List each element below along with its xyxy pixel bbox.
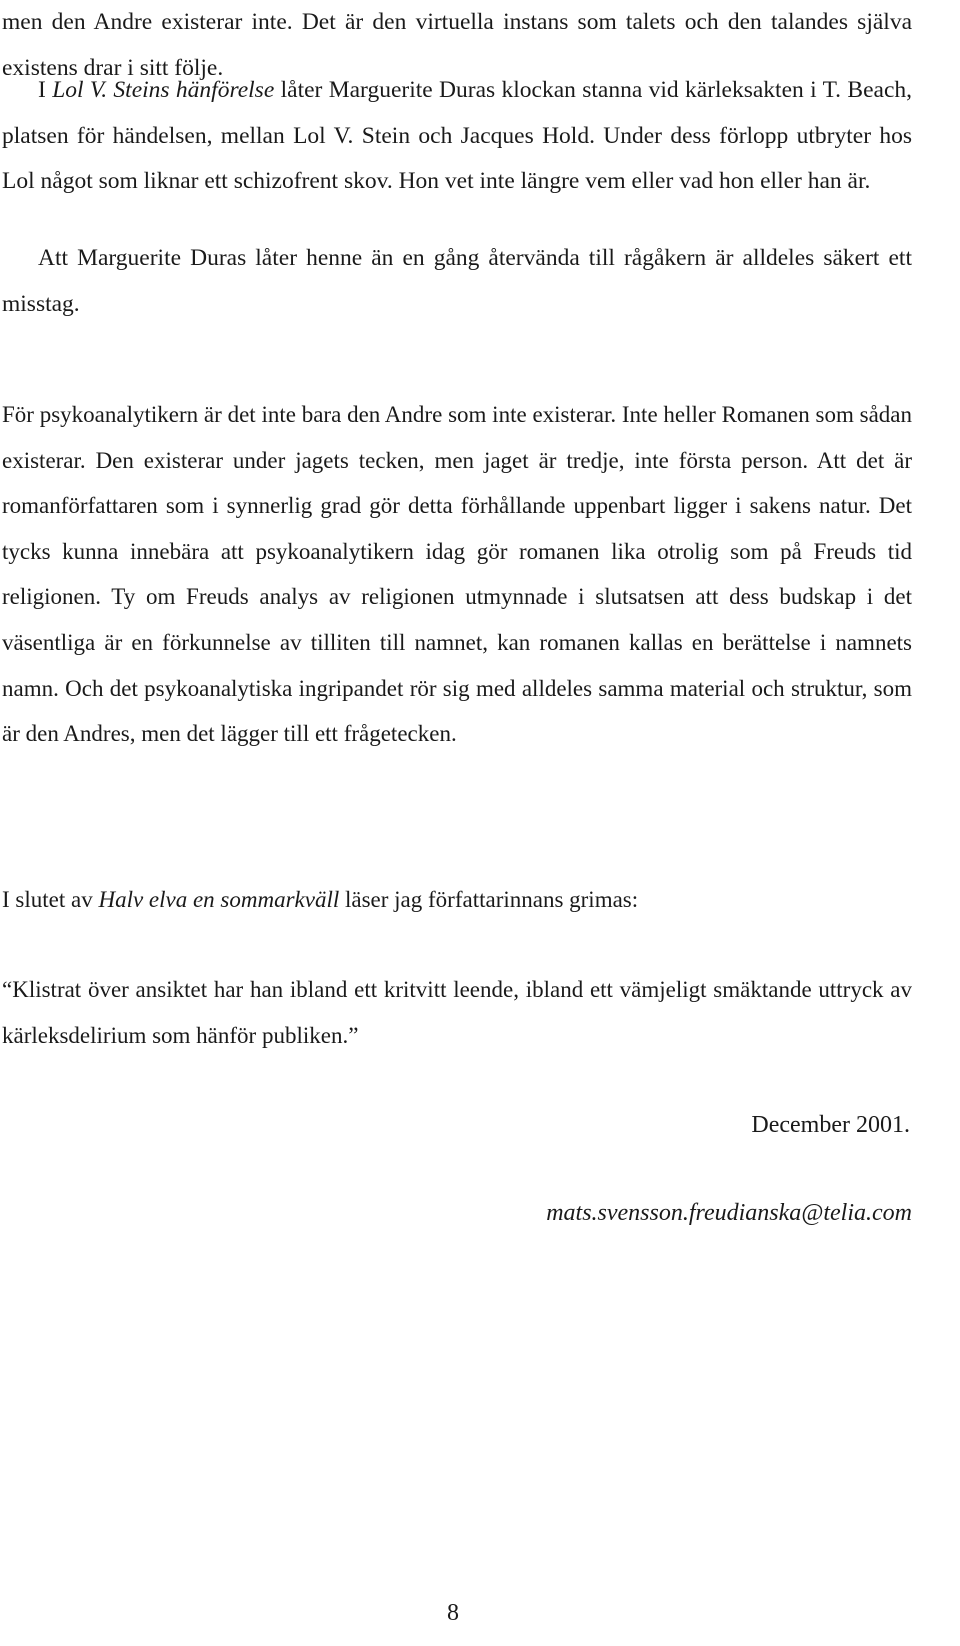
paragraph-prefix: I <box>38 77 53 103</box>
author-email: mats.svensson.freudianska@telia.com <box>546 1200 912 1226</box>
book-title: Halv elva en sommarkväll <box>98 887 340 912</box>
page-number: 8 <box>447 1600 459 1626</box>
quotation: “Klistrat över ansiktet har han ibland ett kritvitt leende, ibland ett vämjeligt smäktande uttryck av kärleksdelirium som hänför publiken.” <box>2 977 912 1048</box>
paragraph-text: läser jag författarinnans grimas: <box>339 887 639 912</box>
paragraph-ragakern: Att Marguerite Duras låter henne än en gång återvända till rågåkern är alldeles säkert ett misstag. <box>2 245 912 317</box>
book-title: Lol V. Steins hänförelse <box>52 77 275 103</box>
paragraph-halv-elva <box>2 877 912 923</box>
paragraph-text: låter Marguerite Duras klockan stanna vid kärleksakten i T. Beach, platsen för händelsen, mellan Lol V. Stein och Jacques Hold. Under dess förlopp utbryter hos Lol något som liknar ett schizofrent skov. Hon vet inte längre vem eller vad hon eller han är. <box>2 77 912 194</box>
paragraph-lol-v-stein <box>2 68 912 205</box>
paragraph-psykoanalytikern: För psykoanalytikern är det inte bara den Andre som inte existerar. Inte heller Romanen som sådan existerar. Den existerar under jagets tecken, men jaget är tredje, inte första person. Att det är romanförfattaren som i synnerlig grad gör detta förhållande uppenbart ligger i sakens natur. Det tycks kunna innebära att psykoanalytikern idag gör romanen lika otrolig som på Freuds tid religionen. Ty om Freuds analys av religionen utmynnade i slutsatsen att dess budskap i det väsentliga är en förkunnelse av tilliten till namnet, kan romanen kallas en berättelse i namnets namn. Och det psykoanalytiska ingripandet rör sig med alldeles samma material och struktur, som är den Andres, men det lägger till ett frågetecken. <box>2 402 912 747</box>
paragraph-prefix: I slutet av <box>2 887 99 912</box>
paragraph-continuation: men den Andre existerar inte. Det är den virtuella instans som talets och den talandes själva existens drar i sitt följe. <box>2 9 912 81</box>
date-line: December 2001. <box>751 1112 910 1138</box>
